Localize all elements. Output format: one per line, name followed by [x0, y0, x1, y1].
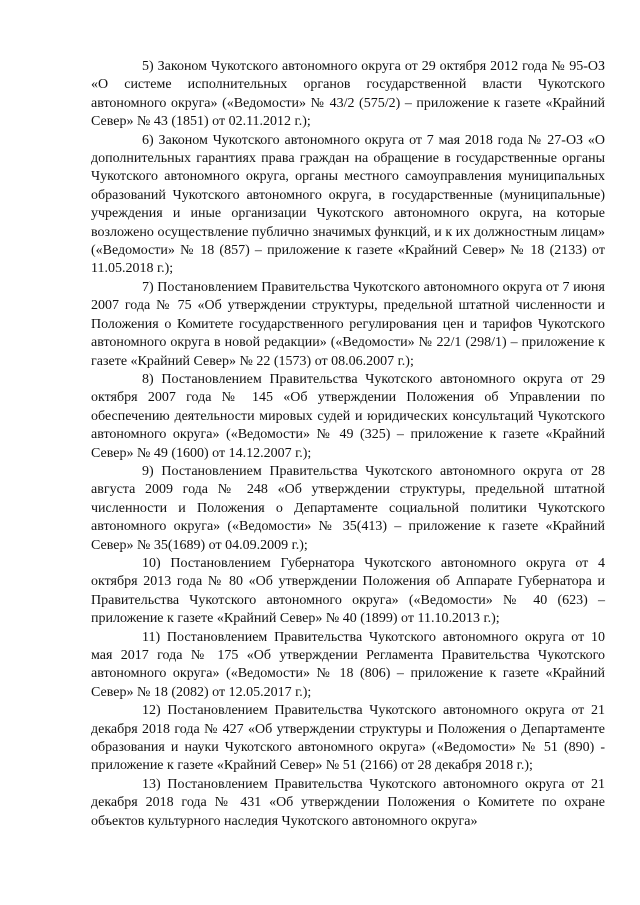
- list-item: 12) Постановлением Правительства Чукотского автономного округа от 21 декабря 2018 года № 427 «Об утверждении структуры и Положения о Департаменте образования и науки Чукотского автономного округа» («Ведомости» № 51 (890) - приложение к газете «Крайний Север» № 51 (2166) от 28 декабря 2018 г.);: [91, 703, 605, 774]
- list-item: 9) Постановлением Правительства Чукотского автономного округа от 28 августа 2009 года № 248 «Об утверждении структуры, предельной штатной численности и Положения о Департаменте социальной политики Чукотского автономного округа» («Ведомости» № 35(413) – приложение к газете «Крайний Север» № 35(1689) от 04.09.2009 г.);: [91, 463, 605, 553]
- list-item: 7) Постановлением Правительства Чукотского автономного округа от 7 июня 2007 года № 75 «Об утверждении структуры, предельной штатной численности и Положения о Комитете государственного регулирования цен и тарифов Чукотского автономного округа в новой редакции» («Ведомости» № 22/1 (298/1) – приложение к газете «Крайний Север» № 22 (1573) от 08.06.2007 г.);: [91, 279, 605, 369]
- list-item: 5) Законом Чукотского автономного округа от 29 октября 2012 года № 95-ОЗ «О системе исполнительных органов государственной власти Чукотского автономного округа» («Ведомости» № 43/2 (575/2) – приложение к газете «Крайний Север» № 43 (1851) от 02.11.2012 г.);: [91, 59, 605, 130]
- list-item: 6) Законом Чукотского автономного округа от 7 мая 2018 года № 27-ОЗ «О дополнительных гарантиях права граждан на обращение в государственные органы Чукотского автономного округа, органы местного самоуправления муниципальных образований Чукотского автономного округа, в государственные (муниципальные) учреждения и иные организации Чукотского автономного округа, на которые возложено осуществление публично значимых функций, и к их должностным лицам» («Ведомости» № 18 (857) – приложение к газете «Крайний Север» № 18 (2133) от 11.05.2018 г.);: [91, 132, 605, 277]
- list-item: 8) Постановлением Правительства Чукотского автономного округа от 29 октября 2007 года № 145 «Об утверждении Положения об Управлении по обеспечению деятельности мировых судей и юридических консультаций Чукотского автономного округа» («Ведомости» № 49 (325) – приложение к газете «Крайний Север» № 49 (1600) от 14.12.2007 г.);: [91, 371, 605, 461]
- list-item: 10) Постановлением Губернатора Чукотского автономного округа от 4 октября 2013 года № 80 «Об утверждении Положения об Аппарате Губернатора и Правительства Чукотского автономного округа» («Ведомости» № 40 (623) – приложение к газете «Крайний Север» № 40 (1899) от 11.10.2013 г.);: [91, 555, 605, 627]
- document-page: [91, 58, 605, 831]
- list-item: 13) Постановлением Правительства Чукотского автономного округа от 21 декабря 2018 года № 431 «Об утверждении Положения о Комитете по охране объектов культурного наследия Чукотского автономного округа»: [91, 776, 605, 829]
- list-item: 11) Постановлением Правительства Чукотского автономного округа от 10 мая 2017 года № 175 «Об утверждении Регламента Правительства Чукотского автономного округа» («Ведомости» № 18 (806) – приложение к газете «Крайний Север» № 18 (2082) от 12.05.2017 г.);: [91, 629, 605, 700]
